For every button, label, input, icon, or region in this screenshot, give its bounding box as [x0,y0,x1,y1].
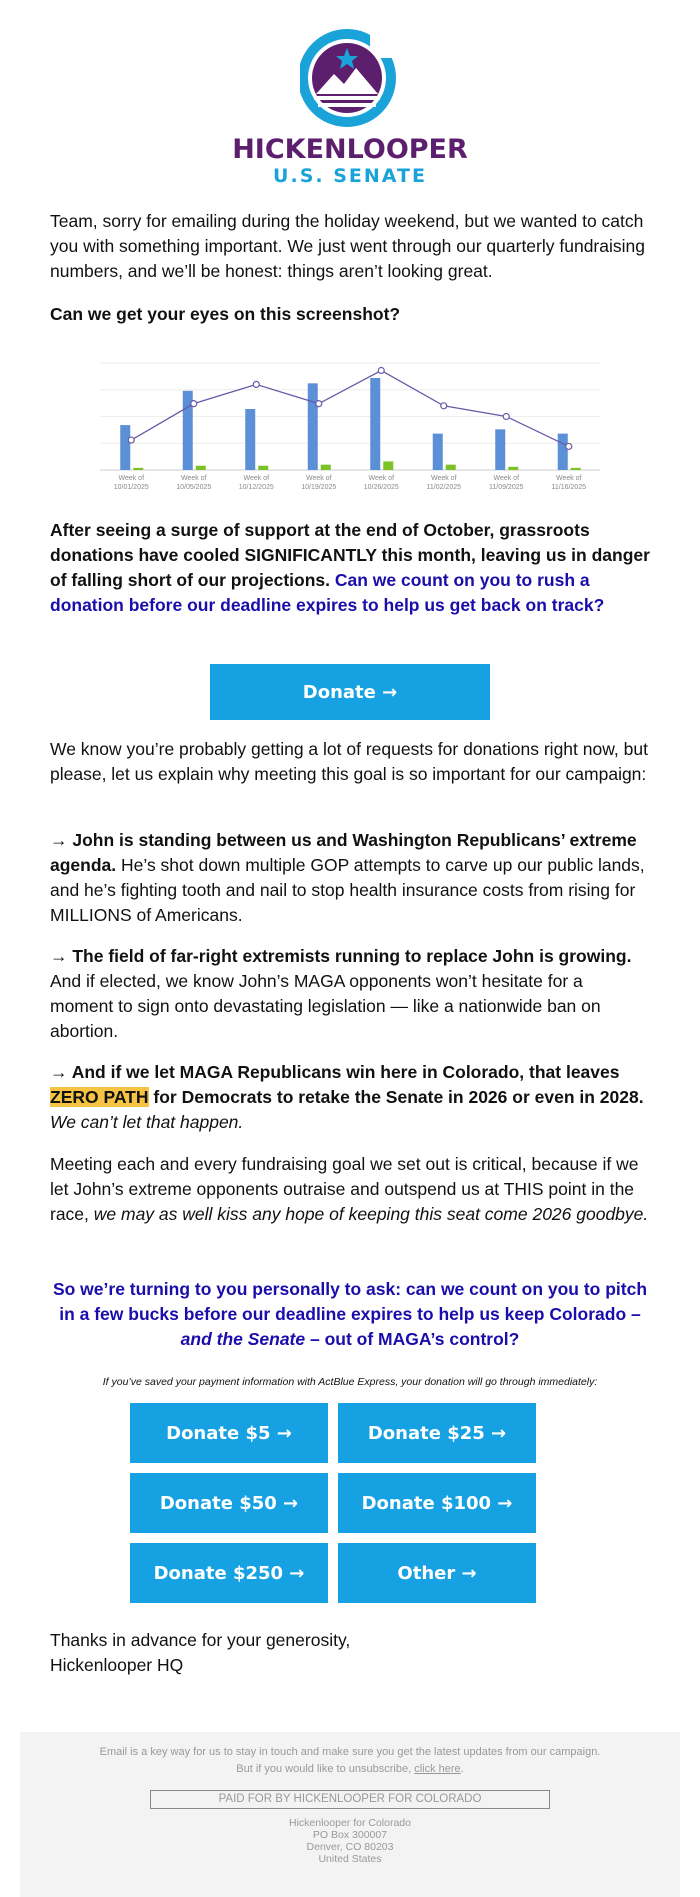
chart-svg [95,355,605,505]
chart-line-point [566,443,572,449]
bullet-1-bold: → John is standing between us and Washington Republicans’ extreme agenda. [50,830,637,875]
logo-subtitle: U.S. SENATE [273,165,427,187]
chart-tick-label-bottom: 11/09/2025 [488,484,524,491]
donate-5-button[interactable]: Donate $5 → [130,1403,328,1463]
chart-tick-label-top: Week of [368,475,395,482]
logo-title: HICKENLOOPER [232,134,468,165]
chart-bar-green [321,465,331,470]
chart-tick-label-top: Week of [493,475,520,482]
chart-tick-label-top: Week of [118,475,145,482]
campaign-logo [0,28,700,187]
surge-paragraph [50,518,650,618]
chart-bar-blue [308,383,318,470]
address-line-4: United States [318,1853,382,1865]
unsubscribe-suffix: . [460,1763,464,1775]
chart-line-point [191,401,197,407]
bullet-2-text: And if elected, we know John’s MAGA opponents won’t hesitate for a moment to sign onto devastating legislation — like a nationwide ban on abortion. [50,971,601,1041]
chart-line-point [441,403,447,409]
donate-50-button[interactable]: Donate $50 → [130,1473,328,1533]
chart-bar-blue [120,425,130,470]
address-line-3: Denver, CO 80203 [306,1841,394,1853]
chart-bar-green [258,466,268,470]
footer-address [20,1817,680,1865]
chart-line-point [316,401,322,407]
paid-for-box: PAID FOR BY HICKENLOOPER FOR COLORADO [150,1790,550,1809]
bullet-3-bold-a: → And if we let MAGA Republicans win here in Colorado, that leaves [50,1062,620,1082]
chart-bar-blue [558,434,568,470]
chart-bar-green [446,465,456,470]
chart-line-point [378,367,384,373]
unsubscribe-link[interactable]: click here [414,1763,461,1775]
donate-100-button[interactable]: Donate $100 → [338,1473,536,1533]
ask-text-b: – out of MAGA’s control? [305,1329,520,1349]
surge-donate-link[interactable]: Can we count on you to rush a donation before our deadline expires to help us get back on track? [50,570,605,615]
chart-bar-blue [245,409,255,470]
explain-paragraph: We know you’re probably getting a lot of requests for donations right now, but please, let us explain why meeting this goal is so important for our campaign: [50,739,648,784]
personal-ask-link[interactable] [53,1279,647,1349]
meeting-italic: we may as well kiss any hope of keeping this seat come 2026 goodbye. [88,1204,649,1224]
chart-bar-blue [495,429,505,470]
chart-tick-label-bottom: 10/26/2025 [363,484,399,491]
chart-bar-blue [433,434,443,470]
surge-bold-text: After seeing a surge of support at the end of October, grassroots donations have cooled SIGNIFICANTLY this month, leaving us in danger of falling short of our projections. [50,520,650,590]
chart-bar-green [383,461,393,470]
personal-ask [50,1277,650,1352]
chart-line-point [503,414,509,420]
chart-tick-label-bottom: 11/16/2025 [551,484,587,491]
chart-tick-label-top: Week of [430,475,457,482]
ask-text-italic: and the Senate [180,1329,306,1349]
meeting-text: Meeting each and every fundraising goal we set out is critical, because if we let John’s extreme opponents outraise and outspend us at THIS point in the race, [50,1154,639,1224]
signoff-line: Hickenlooper HQ [50,1655,184,1675]
thanks-line: Thanks in advance for your generosity, [50,1630,351,1650]
bullet-1 [50,828,650,928]
ask-text-a: So we’re turning to you personally to ask: can we count on you to pitch in a few bucks before our deadline expires to help us keep Colorado – [52,1279,648,1324]
bullet-2 [50,944,650,1044]
donate-25-button[interactable]: Donate $25 → [338,1403,536,1463]
bullet-3-bold-b: for Democrats to retake the Senate in 2026 or even in 2028. [148,1087,644,1107]
chart-tick-label-top: Week of [180,475,207,482]
actblue-express-note: If you’ve saved your payment information with ActBlue Express, your donation will go through immediately: [102,1376,598,1388]
address-line-1: Hickenlooper for Colorado [289,1817,411,1829]
bullet-2-bold: → The field of far-right extremists running to replace John is growing. [50,946,632,966]
chart-tick-label-top: Week of [555,475,582,482]
intro-paragraph: Team, sorry for emailing during the holiday weekend, but we wanted to catch you with something important. We just went through our quarterly fundraising numbers, and we’ll be honest: things aren’t looking great. [50,211,645,281]
chart-bar-blue [370,378,380,470]
footer-line-1: Email is a key way for us to stay in touch and make sure you get the latest updates from our campaign. [99,1746,601,1758]
address-line-2: PO Box 300007 [312,1829,388,1841]
fundraising-chart [95,355,605,505]
logo-mark-icon [300,28,400,133]
chart-tick-label-top: Week of [243,475,270,482]
donate-250-button[interactable]: Donate $250 → [130,1543,328,1603]
unsubscribe-prefix: But if you would like to unsubscribe, [236,1763,415,1775]
chart-bar-green [508,467,518,470]
chart-tick-label-bottom: 10/01/2025 [113,484,149,491]
zero-path-highlight: ZERO PATH [50,1087,149,1107]
bullet-3 [50,1060,650,1135]
chart-tick-label-bottom: 10/05/2025 [176,484,212,491]
chart-tick-label-top: Week of [305,475,332,482]
chart-tick-label-bottom: 10/19/2025 [301,484,337,491]
chart-tick-label-bottom: 11/02/2025 [426,484,462,491]
chart-tick-label-bottom: 10/12/2025 [238,484,274,491]
footer-line-2 [20,1761,680,1778]
chart-bar-green [571,468,581,470]
meeting-paragraph [50,1152,650,1227]
chart-line-point [128,437,134,443]
donate-other-button[interactable]: Other → [338,1543,536,1603]
screenshot-prompt: Can we get your eyes on this screenshot? [50,304,401,324]
bullet-1-text: He’s shot down multiple GOP attempts to carve up our public lands, and he’s fighting tooth and nail to stop health insurance costs from rising for MILLIONS of Americans. [50,855,645,925]
footer [20,1732,680,1897]
donate-main-button[interactable]: Donate → [210,664,490,720]
bullet-3-italic: We can’t let that happen. [50,1112,244,1132]
chart-line-point [253,381,259,387]
chart-bar-green [133,468,143,470]
chart-bar-green [196,466,206,470]
